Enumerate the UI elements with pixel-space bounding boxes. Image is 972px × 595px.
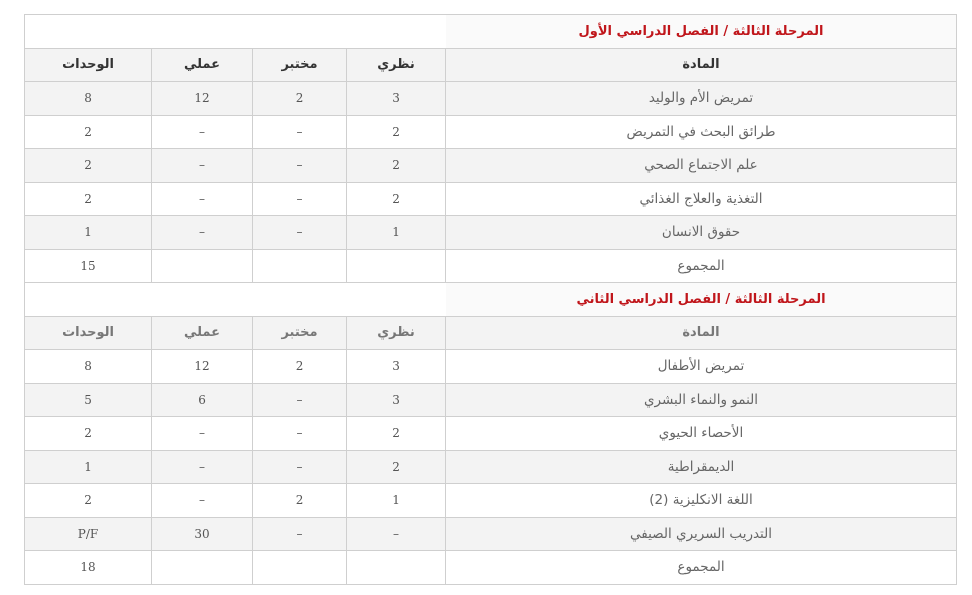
cell-lab: 2: [253, 350, 347, 384]
cell-practical: –: [152, 116, 253, 150]
total-empty: [152, 250, 253, 284]
total-units: 15: [25, 250, 152, 284]
cell-practical: –: [152, 216, 253, 250]
cell-lab: –: [253, 451, 347, 485]
cell-theory: –: [347, 518, 446, 552]
cell-subject: الديمقراطية: [446, 451, 957, 485]
cell-theory: 1: [347, 216, 446, 250]
cell-practical: 30: [152, 518, 253, 552]
header-lab: مختبر: [253, 49, 347, 83]
cell-subject: علم الاجتماع الصحي: [446, 149, 957, 183]
cell-practical: –: [152, 417, 253, 451]
cell-subject: حقوق الانسان: [446, 216, 957, 250]
cell-lab: –: [253, 518, 347, 552]
header-theory: نظري: [347, 49, 446, 83]
cell-subject: التغذية والعلاج الغذائي: [446, 183, 957, 217]
header-subject: المادة: [446, 317, 957, 351]
cell-units: 2: [25, 183, 152, 217]
cell-units: 2: [25, 417, 152, 451]
cell-theory: 2: [347, 183, 446, 217]
cell-theory: 2: [347, 451, 446, 485]
cell-practical: –: [152, 484, 253, 518]
cell-subject: اللغة الانكليزية (2): [446, 484, 957, 518]
header-practical: عملي: [152, 317, 253, 351]
cell-practical: 12: [152, 82, 253, 116]
cell-subject: التدريب السريري الصيفي: [446, 518, 957, 552]
semester-2-title: المرحلة الثالثة / الفصل الدراسي الثاني: [446, 283, 957, 317]
total-label: المجموع: [446, 551, 957, 585]
cell-practical: 6: [152, 384, 253, 418]
cell-subject: تمريض الأطفال: [446, 350, 957, 384]
cell-units: 8: [25, 82, 152, 116]
total-empty: [347, 551, 446, 585]
cell-units: 1: [25, 216, 152, 250]
cell-lab: 2: [253, 484, 347, 518]
cell-lab: –: [253, 417, 347, 451]
header-practical: عملي: [152, 49, 253, 83]
cell-practical: –: [152, 451, 253, 485]
header-subject: المادة: [446, 49, 957, 83]
cell-units: P/F: [25, 518, 152, 552]
cell-units: 2: [25, 484, 152, 518]
cell-subject: طرائق البحث في التمريض: [446, 116, 957, 150]
cell-practical: 12: [152, 350, 253, 384]
total-units: 18: [25, 551, 152, 585]
title-spacer: [25, 15, 446, 49]
cell-lab: –: [253, 216, 347, 250]
cell-theory: 2: [347, 116, 446, 150]
cell-lab: –: [253, 183, 347, 217]
header-lab: مختبر: [253, 317, 347, 351]
total-label: المجموع: [446, 250, 957, 284]
cell-theory: 3: [347, 384, 446, 418]
cell-units: 8: [25, 350, 152, 384]
header-theory: نظري: [347, 317, 446, 351]
total-empty: [253, 551, 347, 585]
cell-units: 2: [25, 116, 152, 150]
cell-theory: 1: [347, 484, 446, 518]
cell-lab: –: [253, 116, 347, 150]
cell-lab: –: [253, 384, 347, 418]
cell-lab: 2: [253, 82, 347, 116]
total-empty: [347, 250, 446, 284]
cell-subject: الأحصاء الحيوي: [446, 417, 957, 451]
header-units: الوحدات: [25, 49, 152, 83]
curriculum-table: [24, 14, 957, 585]
cell-theory: 2: [347, 149, 446, 183]
cell-units: 5: [25, 384, 152, 418]
total-empty: [152, 551, 253, 585]
cell-units: 2: [25, 149, 152, 183]
header-units: الوحدات: [25, 317, 152, 351]
cell-practical: –: [152, 149, 253, 183]
cell-subject: النمو والنماء البشري: [446, 384, 957, 418]
cell-theory: 2: [347, 417, 446, 451]
cell-practical: –: [152, 183, 253, 217]
cell-theory: 3: [347, 82, 446, 116]
cell-units: 1: [25, 451, 152, 485]
semester-1-title: المرحلة الثالثة / الفصل الدراسي الأول: [446, 15, 957, 49]
cell-subject: تمريض الأم والوليد: [446, 82, 957, 116]
cell-theory: 3: [347, 350, 446, 384]
total-empty: [253, 250, 347, 284]
cell-lab: –: [253, 149, 347, 183]
title-spacer: [25, 283, 446, 317]
